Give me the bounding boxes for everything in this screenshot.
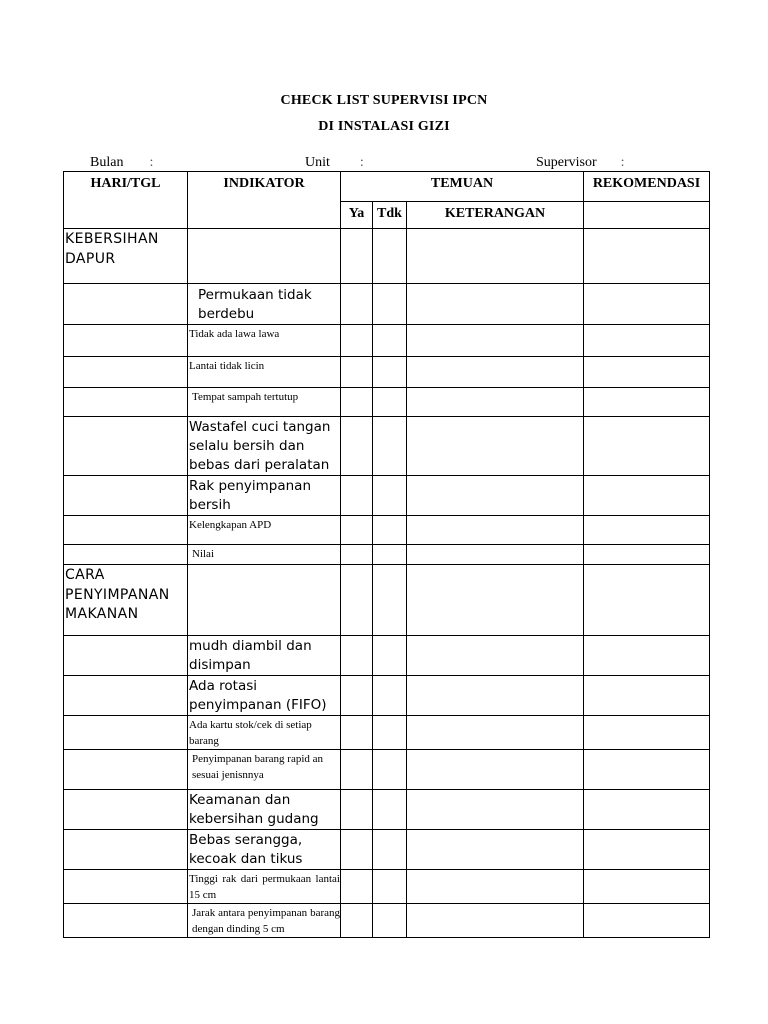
table-row-score: [64, 545, 710, 565]
rekomendasi-cell[interactable]: [584, 830, 710, 870]
ya-cell[interactable]: [341, 636, 373, 676]
ya-cell[interactable]: [341, 790, 373, 830]
hari-tgl-cell[interactable]: [64, 636, 188, 676]
hari-tgl-cell[interactable]: [64, 388, 188, 417]
indikator-item: Keamanan dan kebersihan gudang: [188, 790, 341, 830]
indikator-item: mudh diambil dan disimpan: [188, 636, 341, 676]
indikator-item: Tidak ada lawa lawa: [188, 325, 341, 357]
ya-cell[interactable]: [341, 229, 373, 284]
keterangan-cell[interactable]: [407, 870, 584, 904]
tdk-cell[interactable]: [373, 750, 407, 790]
keterangan-cell[interactable]: [407, 790, 584, 830]
rekomendasi-cell[interactable]: [584, 357, 710, 388]
hari-tgl-cell[interactable]: [64, 417, 188, 476]
ya-cell[interactable]: [341, 716, 373, 750]
table-row: [64, 716, 710, 750]
indikator-item: Rak penyimpanan bersih: [188, 476, 341, 516]
hari-tgl-cell[interactable]: [64, 790, 188, 830]
keterangan-cell[interactable]: [407, 830, 584, 870]
table-row: [64, 790, 710, 830]
rekomendasi-cell[interactable]: [584, 325, 710, 357]
indikator-item: Tempat sampah tertutup: [188, 388, 341, 417]
supervisor-label: Supervisor: [536, 155, 597, 170]
table-row: [64, 904, 710, 938]
tdk-cell[interactable]: [373, 545, 407, 565]
rekomendasi-cell[interactable]: [584, 417, 710, 476]
table-row: [64, 284, 710, 325]
table-row: [64, 476, 710, 516]
indikator-item: Ada kartu stok/cek di setiap barang: [188, 716, 341, 750]
table-row: [64, 676, 710, 716]
supervisor-field: [536, 155, 625, 171]
category-cara-penyimpanan-makanan: CARA PENYIMPANAN MAKANAN: [64, 565, 188, 636]
bulan-field: [90, 155, 153, 171]
rekomendasi-cell[interactable]: [584, 870, 710, 904]
hari-tgl-cell[interactable]: [64, 750, 188, 790]
rekomendasi-cell[interactable]: [584, 476, 710, 516]
indikator-item: Wastafel cuci tangan selalu bersih dan bebas dari peralatan: [188, 417, 341, 476]
hari-tgl-cell[interactable]: [64, 545, 188, 565]
rekomendasi-cell[interactable]: [584, 516, 710, 545]
indikator-item: Permukaan tidak berdebu: [188, 284, 341, 325]
keterangan-cell[interactable]: [407, 545, 584, 565]
tdk-cell[interactable]: [373, 476, 407, 516]
hari-tgl-cell[interactable]: [64, 357, 188, 388]
hari-tgl-cell[interactable]: [64, 716, 188, 750]
ya-cell[interactable]: [341, 325, 373, 357]
ya-cell[interactable]: [341, 417, 373, 476]
header-keterangan: KETERANGAN: [407, 202, 584, 229]
indikator-item: Penyimpanan barang rapid an sesuai jenisnnya: [188, 750, 341, 790]
ya-cell[interactable]: [341, 284, 373, 325]
ya-cell[interactable]: [341, 750, 373, 790]
keterangan-cell[interactable]: [407, 676, 584, 716]
header-temuan: TEMUAN: [341, 172, 584, 202]
hari-tgl-cell[interactable]: [64, 904, 188, 938]
indikator-item: Ada rotasi penyimpanan (FIFO): [188, 676, 341, 716]
header-indikator: INDIKATOR: [188, 172, 341, 229]
tdk-cell[interactable]: [373, 229, 407, 284]
rekomendasi-cell[interactable]: [584, 229, 710, 284]
hari-tgl-cell[interactable]: [64, 325, 188, 357]
supervisor-colon: :: [620, 155, 625, 170]
header-row-1: [64, 172, 710, 202]
keterangan-cell[interactable]: [407, 357, 584, 388]
table-row: [64, 357, 710, 388]
ya-cell[interactable]: [341, 676, 373, 716]
ya-cell[interactable]: [341, 476, 373, 516]
unit-label: Unit: [305, 155, 330, 170]
rekomendasi-cell[interactable]: [584, 565, 710, 636]
indikator-item: Lantai tidak licin: [188, 357, 341, 388]
keterangan-cell[interactable]: [407, 750, 584, 790]
tdk-cell[interactable]: [373, 417, 407, 476]
indikator-item-nilai: Nilai: [188, 545, 341, 565]
ya-cell[interactable]: [341, 904, 373, 938]
tdk-cell[interactable]: [373, 830, 407, 870]
category-kebersihan-dapur: KEBERSIHAN DAPUR: [64, 229, 188, 284]
keterangan-cell[interactable]: [407, 516, 584, 545]
keterangan-cell[interactable]: [407, 716, 584, 750]
keterangan-cell[interactable]: [407, 904, 584, 938]
header-rekomendasi: REKOMENDASI: [584, 172, 710, 202]
table-row-category: [64, 565, 710, 636]
rekomendasi-cell[interactable]: [584, 790, 710, 830]
hari-tgl-cell[interactable]: [64, 516, 188, 545]
ya-cell[interactable]: [341, 830, 373, 870]
hari-tgl-cell[interactable]: [64, 870, 188, 904]
tdk-cell[interactable]: [373, 716, 407, 750]
keterangan-cell[interactable]: [407, 388, 584, 417]
hari-tgl-cell[interactable]: [64, 476, 188, 516]
tdk-cell[interactable]: [373, 516, 407, 545]
tdk-cell[interactable]: [373, 325, 407, 357]
rekomendasi-cell[interactable]: [584, 636, 710, 676]
hari-tgl-cell[interactable]: [64, 284, 188, 325]
indikator-item: Kelengkapan APD: [188, 516, 341, 545]
table-row: [64, 636, 710, 676]
indikator-item: Jarak antara penyimpanan barang dengan dinding 5 cm: [188, 904, 341, 938]
table-row: [64, 830, 710, 870]
bulan-label: Bulan: [90, 155, 124, 170]
unit-field: [305, 155, 364, 171]
table-row: [64, 870, 710, 904]
tdk-cell[interactable]: [373, 790, 407, 830]
keterangan-cell[interactable]: [407, 417, 584, 476]
header-tdk: Tdk: [373, 202, 407, 229]
keterangan-cell[interactable]: [407, 229, 584, 284]
document-subtitle: DI INSTALASI GIZI: [318, 119, 450, 134]
document-title: CHECK LIST SUPERVISI IPCN: [280, 93, 488, 108]
tdk-cell[interactable]: [373, 388, 407, 417]
rekomendasi-cell[interactable]: [584, 676, 710, 716]
header-rekomendasi-blank: [584, 202, 710, 229]
keterangan-cell[interactable]: [407, 284, 584, 325]
ya-cell[interactable]: [341, 357, 373, 388]
indikator-item: Tinggi rak dari permukaan lantai 15 cm: [188, 870, 341, 904]
table-row: [64, 516, 710, 545]
hari-tgl-cell[interactable]: [64, 830, 188, 870]
hari-tgl-cell[interactable]: [64, 676, 188, 716]
rekomendasi-cell[interactable]: [584, 716, 710, 750]
header-ya: Ya: [341, 202, 373, 229]
rekomendasi-cell[interactable]: [584, 750, 710, 790]
table-row: [64, 750, 710, 790]
ya-cell[interactable]: [341, 388, 373, 417]
table-row-category: [64, 229, 710, 284]
checklist-table: [63, 171, 710, 938]
tdk-cell[interactable]: [373, 357, 407, 388]
table-row: [64, 325, 710, 357]
table-row: [64, 417, 710, 476]
bulan-colon: :: [149, 155, 154, 170]
tdk-cell[interactable]: [373, 565, 407, 636]
keterangan-cell[interactable]: [407, 565, 584, 636]
ya-cell[interactable]: [341, 565, 373, 636]
ya-cell[interactable]: [341, 545, 373, 565]
ya-cell[interactable]: [341, 870, 373, 904]
tdk-cell[interactable]: [373, 636, 407, 676]
ya-cell[interactable]: [341, 516, 373, 545]
indikator-item: Bebas serangga, kecoak dan tikus: [188, 830, 341, 870]
tdk-cell[interactable]: [373, 904, 407, 938]
table-row: [64, 388, 710, 417]
tdk-cell[interactable]: [373, 870, 407, 904]
rekomendasi-cell[interactable]: [584, 545, 710, 565]
tdk-cell[interactable]: [373, 284, 407, 325]
header-hari-tgl: HARI/TGL: [64, 172, 188, 229]
keterangan-cell[interactable]: [407, 476, 584, 516]
tdk-cell[interactable]: [373, 676, 407, 716]
unit-colon: :: [359, 155, 364, 170]
indikator-cell: [188, 565, 341, 636]
indikator-cell: [188, 229, 341, 284]
rekomendasi-cell[interactable]: [584, 388, 710, 417]
rekomendasi-cell[interactable]: [584, 284, 710, 325]
keterangan-cell[interactable]: [407, 636, 584, 676]
rekomendasi-cell[interactable]: [584, 904, 710, 938]
keterangan-cell[interactable]: [407, 325, 584, 357]
